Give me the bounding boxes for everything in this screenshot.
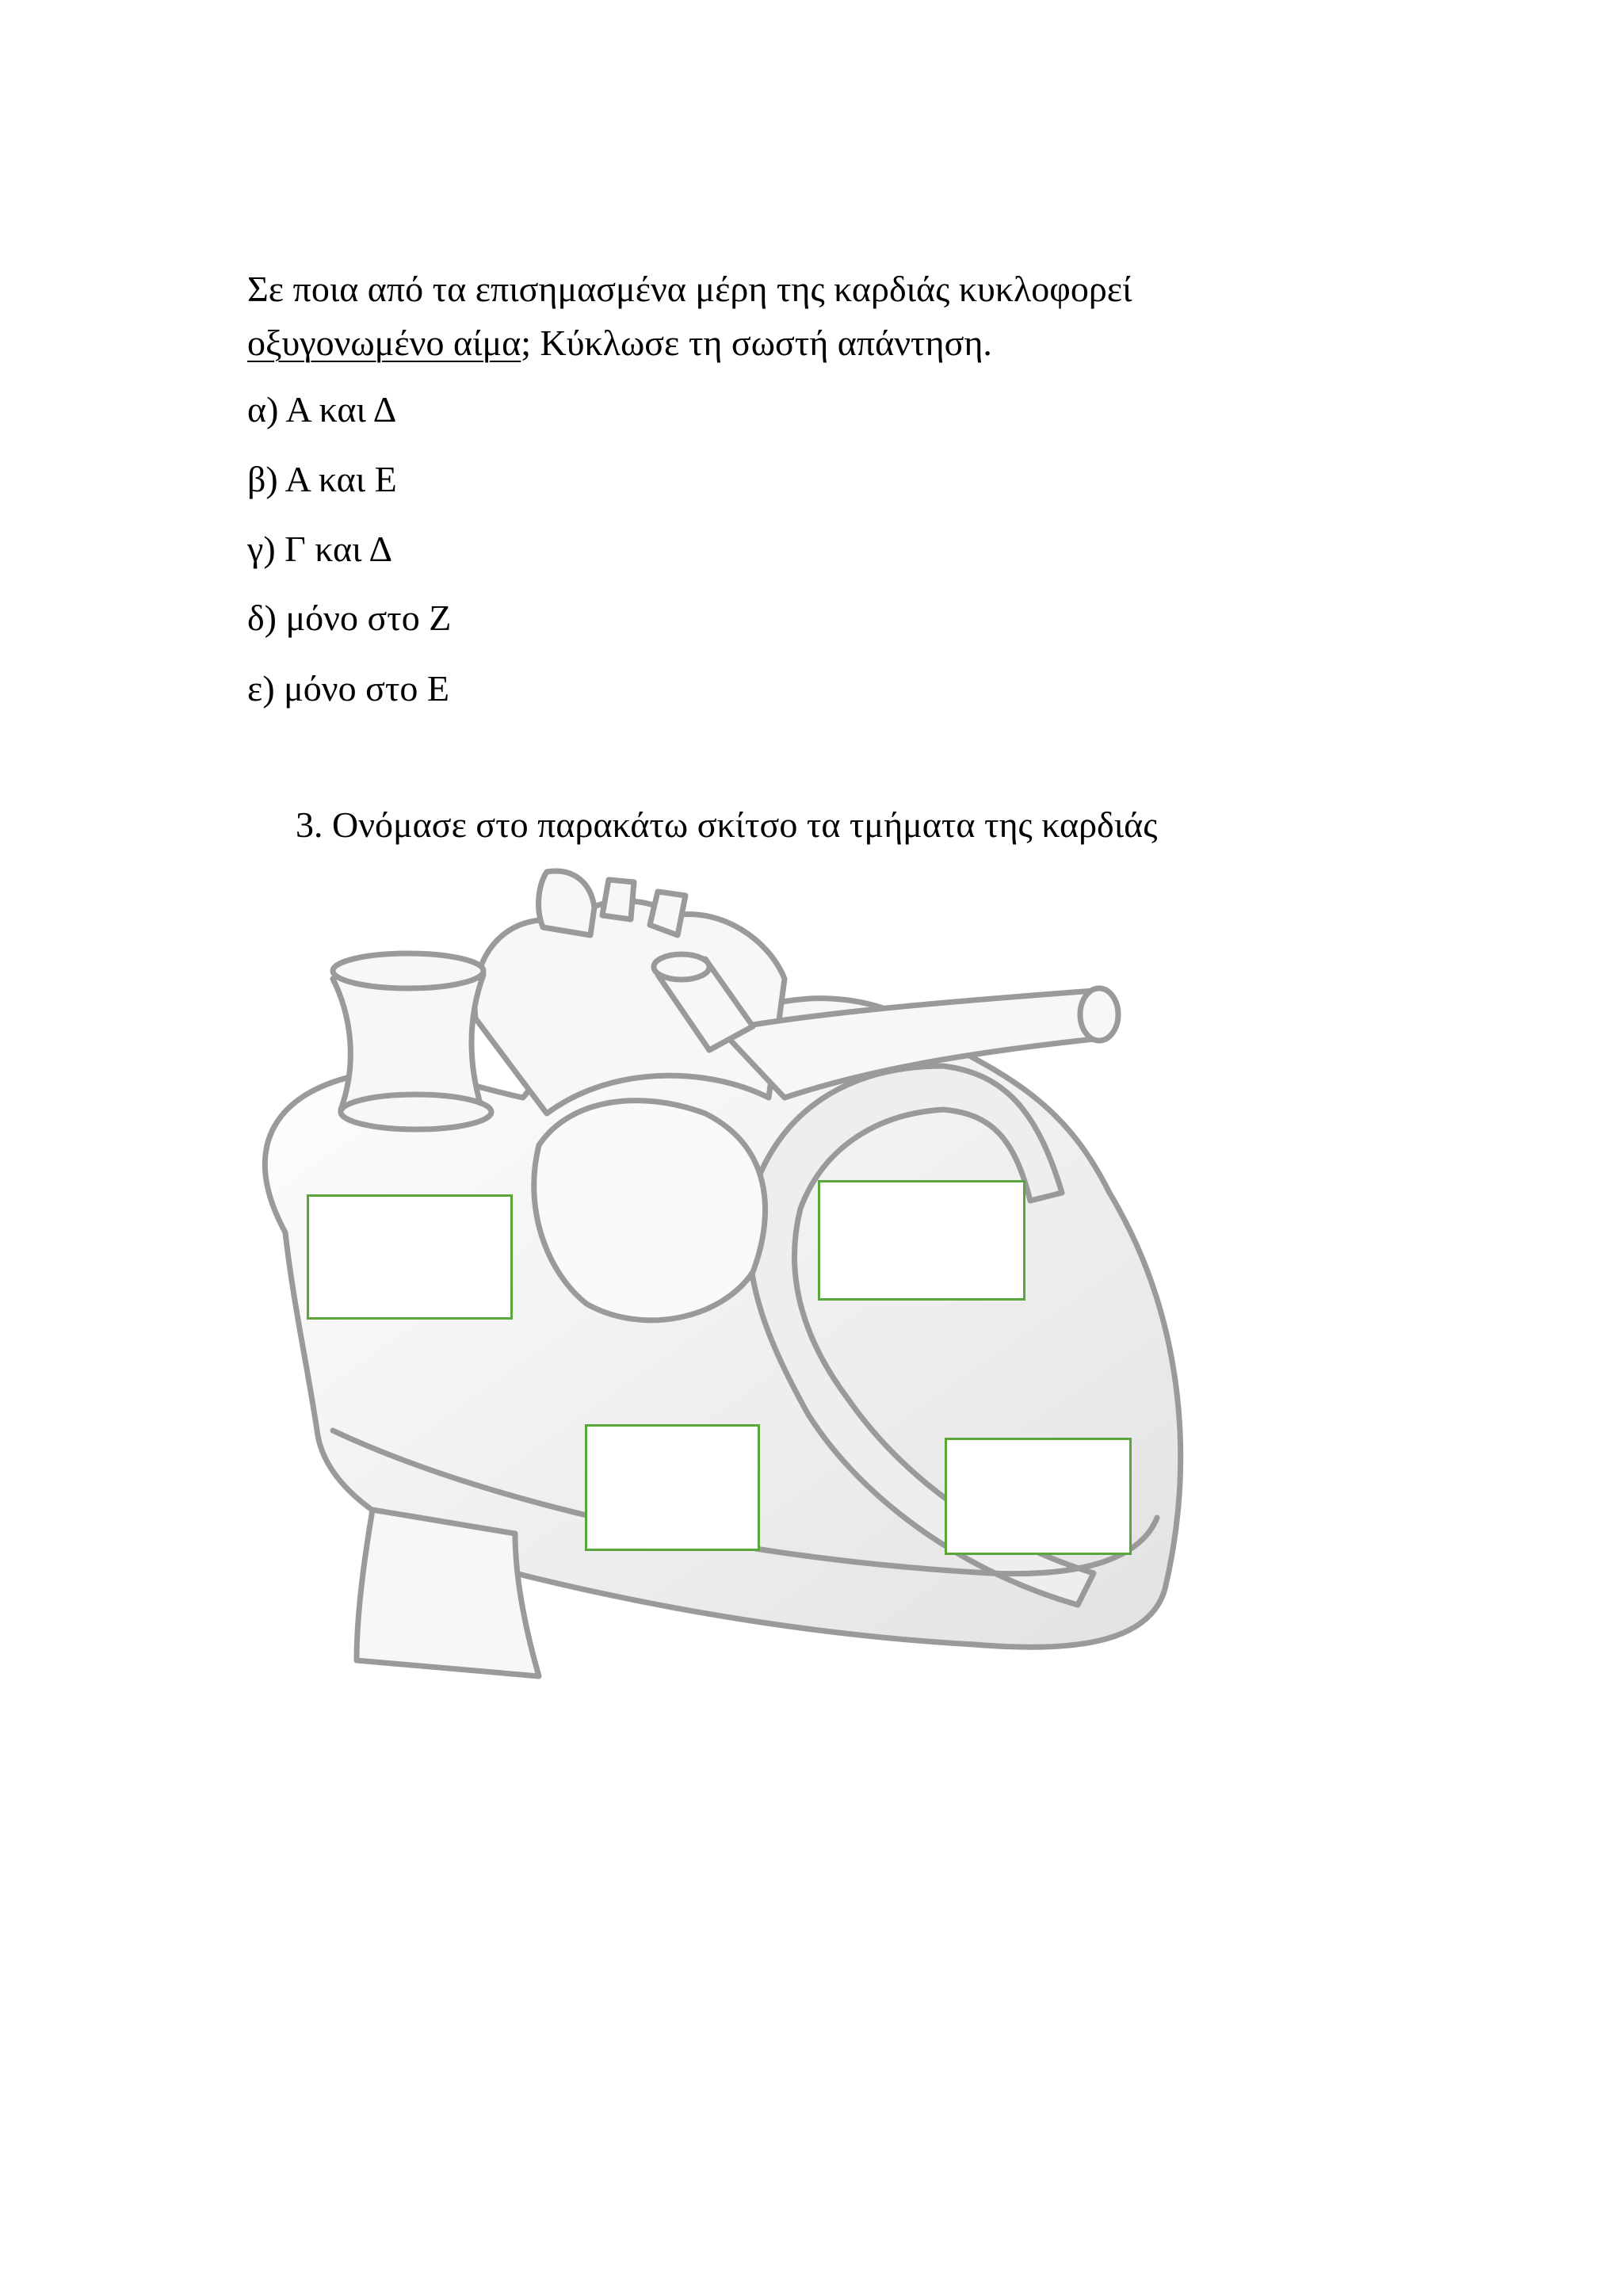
option-d[interactable]: δ) μόνο στο Ζ	[247, 598, 452, 638]
question-line-2-rest: ; Κύκλωσε τη σωστή απάντηση.	[521, 323, 992, 363]
vena-cava-lower-opening	[341, 1095, 491, 1129]
underlined-term: οξυγονωμένο αίμα	[247, 323, 521, 363]
pulmonary-artery-opening	[1080, 988, 1118, 1041]
inferior-vena-cava	[357, 1510, 539, 1676]
question-line-2	[247, 325, 992, 361]
question-3: 3. Ονόμασε στο παρακάτω σκίτσο τα τμήματα της καρδιάς	[296, 804, 1158, 845]
option-a[interactable]: α) Α και Δ	[247, 389, 397, 430]
small-vessel-opening	[654, 954, 709, 980]
arch-branch-1	[539, 871, 594, 935]
option-c[interactable]: γ) Γ και Δ	[247, 529, 393, 569]
right-ventricle-outline	[534, 1101, 766, 1320]
label-box-4[interactable]	[945, 1438, 1132, 1555]
label-box-1[interactable]	[307, 1194, 513, 1320]
vena-cava-top-opening	[333, 953, 483, 988]
question-line-1: Σε ποια από τα επισημασμένα μέρη της καρδιάς κυκλοφορεί	[247, 269, 1132, 309]
option-b[interactable]: β) Α και Ε	[247, 459, 397, 499]
label-box-3[interactable]	[585, 1424, 760, 1551]
arch-branch-2	[602, 880, 634, 919]
option-e[interactable]: ε) μόνο στο Ε	[247, 668, 449, 709]
arch-branch-3	[650, 892, 685, 935]
label-box-2[interactable]	[818, 1180, 1025, 1301]
